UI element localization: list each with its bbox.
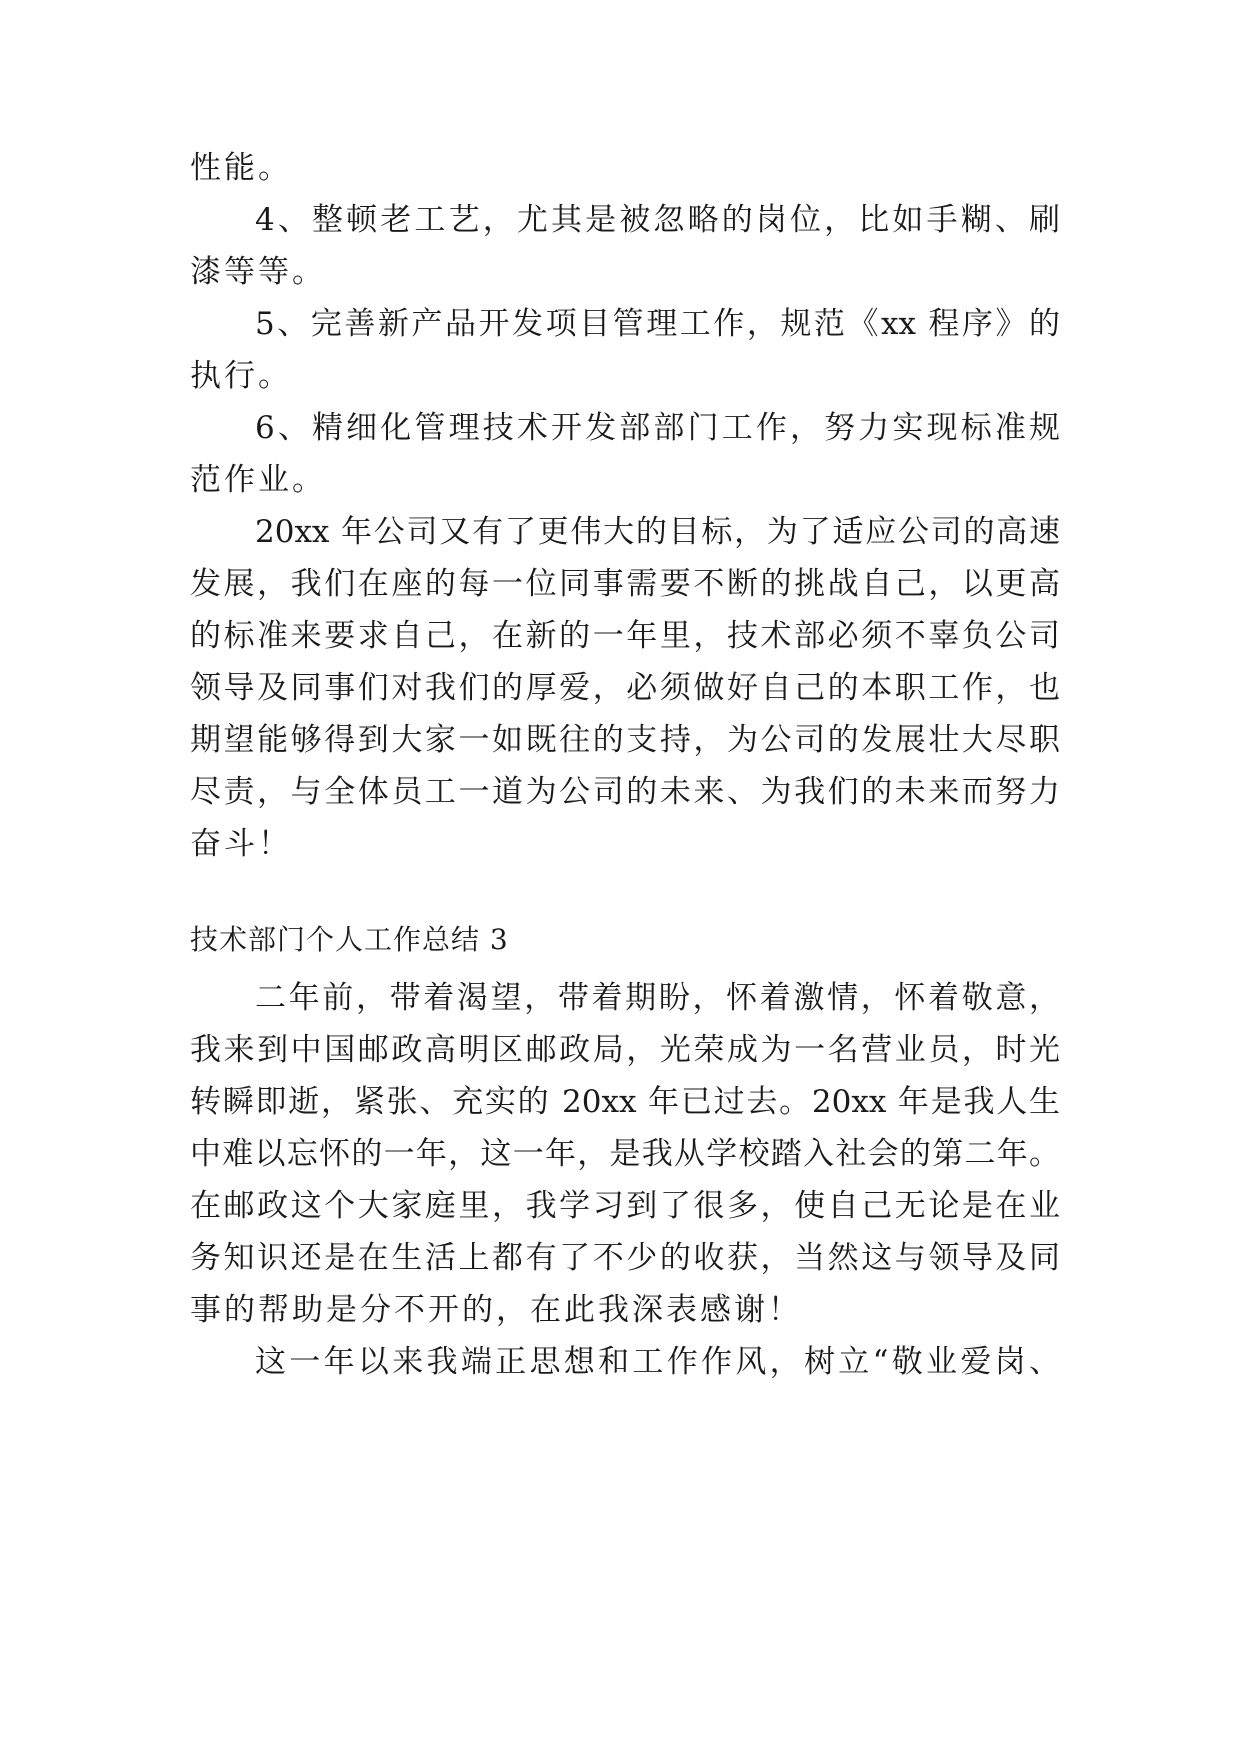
text-line: 尽责，与全体员工一道为公司的未来、为我们的未来而努力 (190, 774, 1060, 810)
text-line: 6、精细化管理技术开发部部门工作，努力实现标准规 (255, 410, 1060, 446)
text-line: 二年前，带着渴望，带着期盼，怀着激情，怀着敬意， (255, 980, 1060, 1016)
text-line: 转瞬即逝，紧张、充实的 20xx 年已过去。20xx 年是我人生 (190, 1084, 1060, 1120)
text-line: 20xx 年公司又有了更伟大的目标，为了适应公司的高速 (255, 514, 1060, 550)
text-line: 期望能够得到大家一如既往的支持，为公司的发展壮大尽职 (190, 722, 1060, 758)
text-line: 我来到中国邮政高明区邮政局，光荣成为一名营业员，时光 (190, 1032, 1060, 1068)
text-line: 领导及同事们对我们的厚爱，必须做好自己的本职工作，也 (190, 670, 1060, 706)
text-line: 的标准来要求自己，在新的一年里，技术部必须不辜负公司 (190, 618, 1060, 654)
text-line: 务知识还是在生活上都有了不少的收获，当然这与领导及同 (190, 1240, 1060, 1276)
text-line: 这一年以来我端正思想和工作作风，树立“敬业爱岗、 (255, 1344, 1060, 1380)
text-line: 发展，我们在座的每一位同事需要不断的挑战自己，以更高 (190, 566, 1060, 602)
text-line: 5、完善新产品开发项目管理工作，规范《xx 程序》的 (255, 306, 1060, 342)
text-line: 范作业。 (190, 462, 326, 498)
text-line: 性能。 (190, 150, 292, 186)
text-line: 事的帮助是分不开的，在此我深表感谢！ (190, 1292, 802, 1328)
text-line: 漆等等。 (190, 254, 326, 290)
text-line: 中难以忘怀的一年，这一年，是我从学校踏入社会的第二年。 (190, 1136, 1060, 1172)
section-heading: 技术部门个人工作总结 3 (190, 923, 509, 956)
text-line: 执行。 (190, 358, 292, 394)
text-line: 奋斗！ (190, 826, 292, 862)
text-line: 在邮政这个大家庭里，我学习到了很多，使自己无论是在业 (190, 1188, 1060, 1224)
text-line: 4、整顿老工艺，尤其是被忽略的岗位，比如手糊、刷 (255, 202, 1060, 238)
